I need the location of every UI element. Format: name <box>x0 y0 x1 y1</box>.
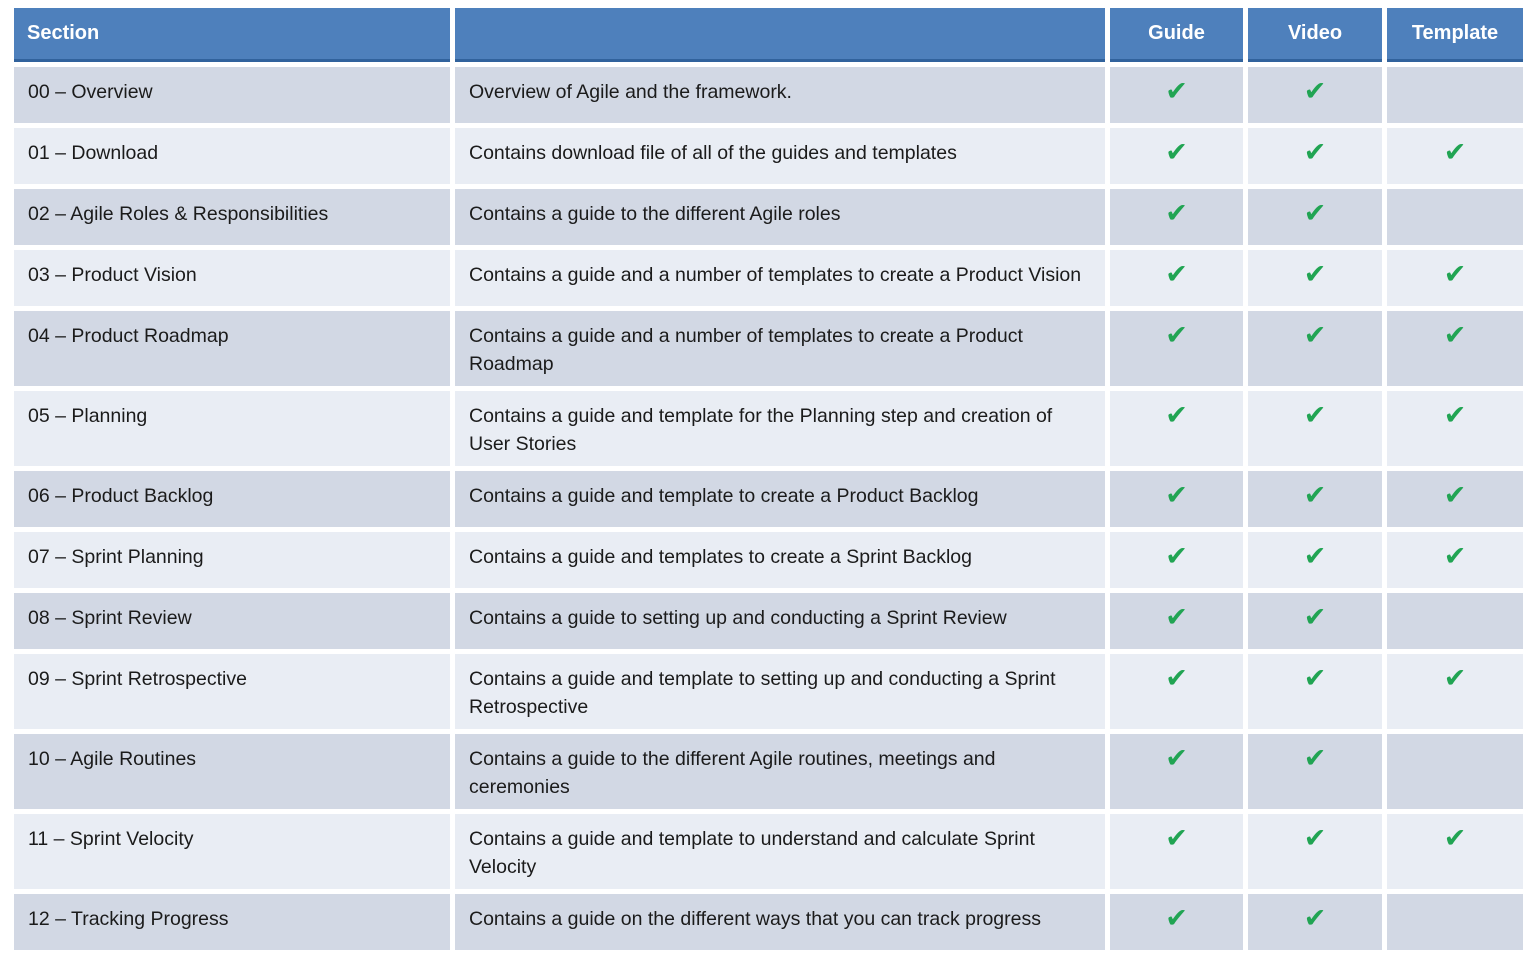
check-icon: ✔ <box>1303 903 1327 933</box>
check-icon: ✔ <box>1443 663 1467 693</box>
check-icon: ✔ <box>1303 743 1327 773</box>
column-header-description <box>455 8 1105 62</box>
template-check-cell <box>1387 391 1523 466</box>
table-row <box>14 128 1523 184</box>
section-name-cell: 07 – Sprint Planning <box>14 532 450 588</box>
table-row <box>14 894 1523 950</box>
check-icon: ✔ <box>1303 663 1327 693</box>
check-icon: ✔ <box>1443 137 1467 167</box>
table-row <box>14 471 1523 527</box>
guide-check-cell <box>1110 734 1243 809</box>
table-row <box>14 391 1523 466</box>
sections-table <box>14 8 1523 950</box>
template-check-cell <box>1387 311 1523 386</box>
guide-check-cell <box>1110 189 1243 245</box>
section-name-cell: 04 – Product Roadmap <box>14 311 450 386</box>
section-description-cell: Contains a guide and template to understand and calculate Sprint Velocity <box>455 814 1105 889</box>
check-icon: ✔ <box>1165 198 1188 228</box>
guide-check-cell <box>1110 128 1243 184</box>
check-icon: ✔ <box>1443 400 1467 430</box>
check-icon: ✔ <box>1443 480 1467 510</box>
video-check-cell <box>1248 250 1382 306</box>
check-icon: ✔ <box>1443 259 1467 289</box>
check-icon: ✔ <box>1303 400 1327 430</box>
guide-check-cell <box>1110 894 1243 950</box>
check-icon: ✔ <box>1303 259 1327 289</box>
check-icon: ✔ <box>1303 137 1327 167</box>
video-check-cell <box>1248 593 1382 649</box>
table-row <box>14 734 1523 809</box>
check-icon: ✔ <box>1165 400 1188 430</box>
column-header-template <box>1387 8 1523 62</box>
column-header-section <box>14 8 450 62</box>
table-row <box>14 593 1523 649</box>
guide-check-cell <box>1110 67 1243 123</box>
check-icon: ✔ <box>1165 480 1188 510</box>
section-name-cell: 00 – Overview <box>14 67 450 123</box>
section-name-cell: 10 – Agile Routines <box>14 734 450 809</box>
section-name-cell: 11 – Sprint Velocity <box>14 814 450 889</box>
section-description-cell: Contains a guide to the different Agile roles <box>455 189 1105 245</box>
column-header-video-label: Video <box>1287 22 1343 44</box>
check-icon: ✔ <box>1443 823 1467 853</box>
video-check-cell <box>1248 654 1382 729</box>
check-icon: ✔ <box>1165 663 1188 693</box>
template-check-cell <box>1387 128 1523 184</box>
section-name-cell: 03 – Product Vision <box>14 250 450 306</box>
check-icon: ✔ <box>1165 137 1188 167</box>
table-row <box>14 67 1523 123</box>
check-icon: ✔ <box>1303 823 1327 853</box>
column-header-template-label: Template <box>1411 22 1499 44</box>
check-icon: ✔ <box>1303 198 1327 228</box>
table-row <box>14 311 1523 386</box>
check-icon: ✔ <box>1165 259 1188 289</box>
video-check-cell <box>1248 128 1382 184</box>
video-check-cell <box>1248 311 1382 386</box>
template-check-cell <box>1387 250 1523 306</box>
section-name-cell: 06 – Product Backlog <box>14 471 450 527</box>
check-icon: ✔ <box>1303 480 1327 510</box>
table-row <box>14 814 1523 889</box>
check-icon: ✔ <box>1165 903 1188 933</box>
check-icon: ✔ <box>1303 76 1327 106</box>
template-check-cell <box>1387 67 1523 123</box>
table-row <box>14 532 1523 588</box>
check-icon: ✔ <box>1303 602 1327 632</box>
guide-check-cell <box>1110 593 1243 649</box>
check-icon: ✔ <box>1165 76 1188 106</box>
section-description-cell: Contains a guide and template for the Planning step and creation of User Stories <box>455 391 1105 466</box>
section-description-cell: Contains a guide and a number of templates to create a Product Vision <box>455 250 1105 306</box>
section-description-cell: Contains a guide and template to create a Product Backlog <box>455 471 1105 527</box>
table-header-row <box>14 8 1523 62</box>
section-description-cell: Contains a guide to setting up and conducting a Sprint Review <box>455 593 1105 649</box>
video-check-cell <box>1248 532 1382 588</box>
template-check-cell <box>1387 894 1523 950</box>
section-name-cell: 01 – Download <box>14 128 450 184</box>
video-check-cell <box>1248 67 1382 123</box>
video-check-cell <box>1248 391 1382 466</box>
guide-check-cell <box>1110 391 1243 466</box>
check-icon: ✔ <box>1165 743 1188 773</box>
video-check-cell <box>1248 894 1382 950</box>
section-description-cell: Overview of Agile and the framework. <box>455 67 1105 123</box>
table-row <box>14 189 1523 245</box>
template-check-cell <box>1387 814 1523 889</box>
column-header-section-label: Section <box>27 22 100 44</box>
table-body <box>14 67 1523 950</box>
guide-check-cell <box>1110 654 1243 729</box>
template-check-cell <box>1387 189 1523 245</box>
template-check-cell <box>1387 471 1523 527</box>
template-check-cell <box>1387 654 1523 729</box>
column-header-guide <box>1110 8 1243 62</box>
guide-check-cell <box>1110 532 1243 588</box>
guide-check-cell <box>1110 250 1243 306</box>
table-row <box>14 250 1523 306</box>
template-check-cell <box>1387 734 1523 809</box>
check-icon: ✔ <box>1165 823 1188 853</box>
section-name-cell: 08 – Sprint Review <box>14 593 450 649</box>
section-name-cell: 12 – Tracking Progress <box>14 894 450 950</box>
check-icon: ✔ <box>1165 541 1188 571</box>
section-description-cell: Contains a guide to the different Agile routines, meetings and ceremonies <box>455 734 1105 809</box>
section-name-cell: 09 – Sprint Retrospective <box>14 654 450 729</box>
check-icon: ✔ <box>1303 541 1327 571</box>
table-row <box>14 654 1523 729</box>
check-icon: ✔ <box>1443 320 1467 350</box>
section-name-cell: 05 – Planning <box>14 391 450 466</box>
check-icon: ✔ <box>1303 320 1327 350</box>
video-check-cell <box>1248 189 1382 245</box>
video-check-cell <box>1248 814 1382 889</box>
guide-check-cell <box>1110 471 1243 527</box>
guide-check-cell <box>1110 814 1243 889</box>
check-icon: ✔ <box>1443 541 1467 571</box>
video-check-cell <box>1248 734 1382 809</box>
column-header-video <box>1248 8 1382 62</box>
section-description-cell: Contains a guide on the different ways that you can track progress <box>455 894 1105 950</box>
template-check-cell <box>1387 532 1523 588</box>
template-check-cell <box>1387 593 1523 649</box>
check-icon: ✔ <box>1165 320 1188 350</box>
section-name-cell: 02 – Agile Roles & Responsibilities <box>14 189 450 245</box>
column-header-guide-label: Guide <box>1148 22 1205 44</box>
section-description-cell: Contains a guide and templates to create a Sprint Backlog <box>455 532 1105 588</box>
video-check-cell <box>1248 471 1382 527</box>
section-description-cell: Contains download file of all of the guides and templates <box>455 128 1105 184</box>
guide-check-cell <box>1110 311 1243 386</box>
section-description-cell: Contains a guide and a number of templates to create a Product Roadmap <box>455 311 1105 386</box>
check-icon: ✔ <box>1165 602 1188 632</box>
section-description-cell: Contains a guide and template to setting up and conducting a Sprint Retrospective <box>455 654 1105 729</box>
